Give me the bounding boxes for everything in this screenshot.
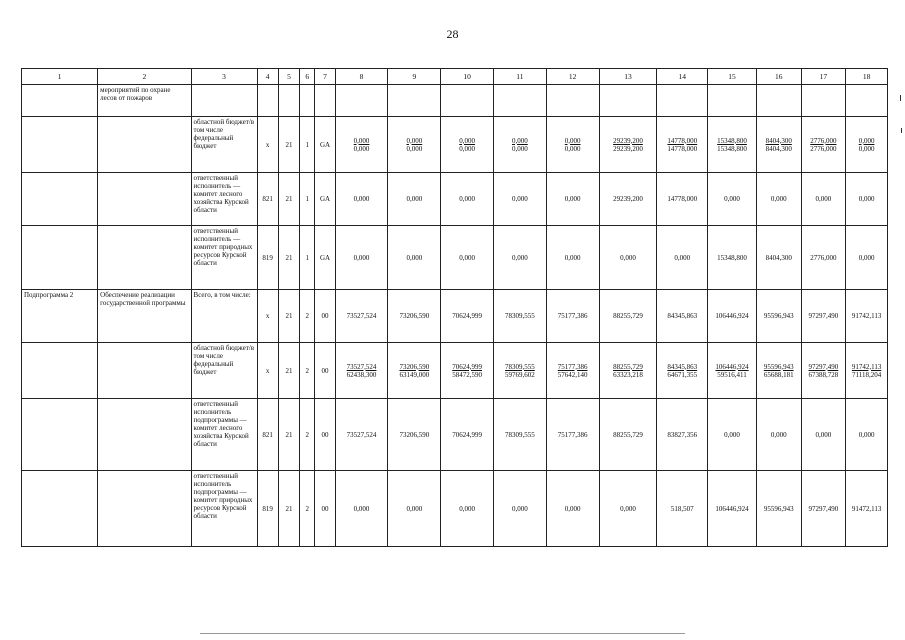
value-cell	[846, 290, 888, 343]
header-cell: 4	[257, 69, 278, 85]
value-main: 106446,924	[715, 362, 749, 371]
table-cell: 21	[278, 117, 299, 173]
value-cell	[801, 226, 846, 290]
value-cell	[801, 85, 846, 117]
value-main: 0,000	[353, 195, 370, 203]
value-main: 15348,800	[717, 136, 747, 145]
table-cell: GA	[315, 117, 335, 173]
value-main: 0,000	[815, 430, 832, 439]
value-main: 0,000	[815, 195, 832, 203]
header-row	[22, 69, 888, 85]
value-cell	[846, 399, 888, 471]
value-cell	[335, 343, 388, 399]
value-cell	[388, 85, 441, 117]
value-main: 70624,999	[452, 362, 482, 371]
header-cell: 7	[315, 69, 335, 85]
value-cell	[388, 290, 441, 343]
table-cell	[22, 117, 98, 173]
table-cell: 1	[300, 226, 315, 290]
value-main: 0,000	[512, 253, 528, 262]
page-number: 28	[446, 27, 459, 41]
table-cell: 1	[300, 117, 315, 173]
value-cell	[756, 226, 801, 290]
table-cell: Всего, в том числе:	[191, 290, 257, 343]
header-cell: 11	[494, 69, 547, 85]
header-cell: 17	[801, 69, 846, 85]
value-cell	[388, 226, 441, 290]
table-cell	[98, 173, 191, 226]
value-main: 73527,524	[346, 312, 377, 320]
value-cell	[441, 85, 494, 117]
table-row	[22, 173, 888, 226]
value-main: 0,000	[406, 504, 423, 513]
table-cell: 00	[315, 290, 335, 343]
value-main: 0,000	[353, 504, 370, 513]
table-cell: 21	[278, 226, 299, 290]
value-cell	[756, 343, 801, 399]
value-cell	[657, 399, 708, 471]
value-federal: 59769,602	[505, 370, 535, 379]
value-cell	[657, 290, 708, 343]
table-cell: 21	[278, 173, 299, 226]
value-cell	[546, 343, 599, 399]
header-cell: 1	[22, 69, 98, 85]
table-cell: 21	[278, 343, 299, 399]
table-cell: х	[257, 117, 278, 173]
value-main: 73206,590	[399, 430, 430, 439]
value-cell	[846, 85, 888, 117]
value-cell	[657, 343, 708, 399]
value-cell	[388, 471, 441, 547]
value-cell	[441, 343, 494, 399]
value-cell	[801, 290, 846, 343]
header-cell: 14	[657, 69, 708, 85]
value-cell	[599, 399, 657, 471]
value-cell	[801, 117, 846, 173]
value-main: 78309,555	[505, 312, 535, 320]
value-main: 106446,924	[715, 504, 749, 513]
value-cell	[335, 399, 388, 471]
table-cell: 21	[278, 399, 299, 471]
value-cell	[546, 85, 599, 117]
table-cell: 2	[300, 471, 315, 547]
value-main: 0,000	[353, 136, 370, 145]
value-cell	[756, 290, 801, 343]
value-main: 0,000	[858, 195, 875, 203]
value-cell	[546, 173, 599, 226]
value-cell	[441, 399, 494, 471]
value-main: 0,000	[353, 253, 370, 262]
value-cell	[846, 471, 888, 547]
value-main: 95596,943	[763, 362, 794, 371]
table-cell	[98, 343, 191, 399]
value-main: 75177,386	[557, 430, 588, 439]
value-main: 97297,490	[808, 312, 839, 320]
value-federal: 8404,300	[765, 144, 792, 153]
table-cell: х	[257, 290, 278, 343]
value-main: 0,000	[858, 253, 875, 262]
table-cell: 821	[257, 399, 278, 471]
table-cell: мероприятий по охране лесов от пожаров	[98, 85, 191, 117]
value-main: 8404,300	[765, 253, 792, 262]
value-federal: 0,000	[564, 144, 581, 153]
table-cell	[278, 85, 299, 117]
value-cell	[708, 117, 757, 173]
table-cell	[22, 399, 98, 471]
value-federal: 15348,800	[717, 144, 747, 153]
value-cell	[441, 290, 494, 343]
value-cell	[657, 173, 708, 226]
value-federal: 0,000	[459, 144, 475, 153]
header-cell: 12	[546, 69, 599, 85]
value-cell	[756, 399, 801, 471]
value-cell	[494, 471, 547, 547]
value-cell	[756, 117, 801, 173]
value-cell	[846, 117, 888, 173]
value-federal: 58472,590	[452, 370, 482, 379]
value-federal: 29239,200	[613, 144, 643, 153]
value-federal: 0,000	[406, 144, 423, 153]
value-cell	[388, 399, 441, 471]
value-cell	[599, 343, 657, 399]
table-cell: 819	[257, 471, 278, 547]
value-main: 95596,943	[763, 312, 794, 320]
value-cell	[599, 117, 657, 173]
table-cell	[98, 226, 191, 290]
value-main: 29239,200	[613, 136, 643, 145]
value-cell	[546, 399, 599, 471]
value-main: 14778,000	[667, 195, 698, 203]
value-main: 518,507	[670, 504, 694, 513]
header-cell: 3	[191, 69, 257, 85]
table-cell	[257, 85, 278, 117]
value-main: 78309,555	[505, 362, 535, 371]
value-cell	[846, 226, 888, 290]
value-cell	[657, 471, 708, 547]
value-main: 0,000	[459, 253, 475, 262]
value-cell	[546, 471, 599, 547]
value-cell	[335, 117, 388, 173]
value-federal: 64671,355	[667, 370, 698, 379]
value-cell	[708, 290, 757, 343]
header-cell: 18	[846, 69, 888, 85]
value-main: 0,000	[620, 504, 636, 513]
value-cell	[441, 173, 494, 226]
value-cell	[599, 226, 657, 290]
table-cell	[98, 117, 191, 173]
table-row	[22, 290, 888, 343]
value-main: 0,000	[674, 253, 691, 262]
value-cell	[708, 173, 757, 226]
table-cell: ответственный исполнитель — комитет природных ресурсов Курской области	[191, 226, 257, 290]
header-cell: 5	[278, 69, 299, 85]
value-main: 95596,943	[763, 504, 794, 513]
value-main: 0,000	[564, 504, 581, 513]
table-cell	[22, 173, 98, 226]
table-cell	[315, 85, 335, 117]
value-cell	[846, 343, 888, 399]
value-federal: 62438,300	[346, 370, 377, 379]
table-row	[22, 226, 888, 290]
value-federal: 0,000	[858, 144, 875, 153]
table-cell	[22, 471, 98, 547]
table-cell: 821	[257, 173, 278, 226]
value-main: 97297,490	[808, 362, 839, 371]
value-cell	[657, 226, 708, 290]
value-cell	[756, 471, 801, 547]
table-row	[22, 399, 888, 471]
value-main: 8404,300	[765, 136, 792, 145]
value-main: 0,000	[770, 430, 787, 439]
value-cell	[335, 85, 388, 117]
value-main: 78309,555	[505, 430, 535, 439]
table-cell: 00	[315, 471, 335, 547]
value-main: 0,000	[564, 136, 581, 145]
value-federal: 0,000	[512, 144, 528, 153]
table-cell: областной бюджет/в том числе федеральный бюджет	[191, 343, 257, 399]
value-federal: 67388,728	[808, 370, 839, 379]
value-cell	[846, 173, 888, 226]
scan-edge-mark	[900, 95, 901, 101]
value-cell	[599, 471, 657, 547]
table-cell: 2	[300, 399, 315, 471]
table-cell	[22, 85, 98, 117]
value-cell	[388, 117, 441, 173]
value-main: 0,000	[512, 136, 528, 145]
value-cell	[708, 226, 757, 290]
value-main: 0,000	[858, 430, 875, 439]
value-federal: 63149,000	[399, 370, 430, 379]
header-cell: 13	[599, 69, 657, 85]
table-cell: 2	[300, 343, 315, 399]
value-cell	[801, 471, 846, 547]
table-cell: 1	[300, 173, 315, 226]
value-main: 75177,386	[557, 362, 588, 371]
table-cell	[22, 226, 98, 290]
value-main: 0,000	[564, 195, 581, 203]
value-main: 84345,863	[667, 362, 698, 371]
value-main: 0,000	[564, 253, 581, 262]
value-cell	[441, 117, 494, 173]
header-cell: 6	[300, 69, 315, 85]
value-main: 14778,000	[667, 136, 698, 145]
value-main: 73527,524	[346, 362, 377, 371]
table-cell: ответственный исполнитель — комитет лесного хозяйства Курской области	[191, 173, 257, 226]
value-cell	[335, 173, 388, 226]
value-main: 88255,729	[613, 312, 643, 320]
table-cell: ответственный исполнитель подпрограммы — комитет лесного хозяйства Курской области	[191, 399, 257, 471]
value-main: 0,000	[512, 504, 528, 513]
value-cell	[708, 343, 757, 399]
value-cell	[546, 290, 599, 343]
table-cell: GA	[315, 173, 335, 226]
table-cell	[191, 85, 257, 117]
header-cell: 15	[708, 69, 757, 85]
value-cell	[388, 343, 441, 399]
table-cell: 2	[300, 290, 315, 343]
header-cell: 10	[441, 69, 494, 85]
table-cell: 00	[315, 399, 335, 471]
value-cell	[335, 226, 388, 290]
value-cell	[657, 117, 708, 173]
value-main: 91742,113	[851, 312, 882, 320]
value-federal: 63323,218	[613, 370, 643, 379]
table-row	[22, 343, 888, 399]
value-cell	[494, 117, 547, 173]
table-cell: 21	[278, 471, 299, 547]
header-cell: 2	[98, 69, 191, 85]
table-cell: х	[257, 343, 278, 399]
table-cell: 00	[315, 343, 335, 399]
table-cell	[98, 471, 191, 547]
table-row	[22, 117, 888, 173]
value-main: 0,000	[512, 195, 528, 203]
value-main: 0,000	[620, 253, 636, 262]
value-cell	[599, 290, 657, 343]
value-main: 0,000	[459, 195, 475, 203]
table-cell: Подпрограмма 2	[22, 290, 98, 343]
value-cell	[708, 471, 757, 547]
value-main: 83827,356	[667, 430, 698, 439]
value-main: 0,000	[724, 195, 740, 203]
value-cell	[441, 226, 494, 290]
value-federal: 2776,000	[810, 144, 837, 153]
value-cell	[441, 471, 494, 547]
scan-edge-mark	[901, 128, 902, 133]
value-main: 91742,113	[851, 362, 882, 371]
value-main: 91472,113	[851, 504, 882, 513]
value-main: 29239,200	[613, 195, 643, 203]
value-cell	[801, 343, 846, 399]
value-main: 97297,490	[808, 504, 839, 513]
value-main: 73206,590	[399, 362, 430, 371]
value-main: 88255,729	[613, 362, 643, 371]
value-cell	[494, 85, 547, 117]
value-main: 2776,000	[810, 253, 837, 262]
value-main: 106446,924	[715, 312, 749, 320]
value-main: 84345,863	[667, 312, 698, 320]
value-cell	[801, 399, 846, 471]
value-main: 0,000	[406, 253, 423, 262]
value-cell	[494, 290, 547, 343]
header-cell: 8	[335, 69, 388, 85]
value-main: 73206,590	[399, 312, 430, 320]
value-cell	[546, 226, 599, 290]
value-main: 88255,729	[613, 430, 643, 439]
value-main: 2776,000	[810, 136, 837, 145]
value-cell	[388, 173, 441, 226]
value-main: 0,000	[459, 504, 475, 513]
value-cell	[494, 173, 547, 226]
value-federal: 71118,204	[851, 370, 882, 379]
table-row	[22, 85, 888, 117]
value-main: 73527,524	[346, 430, 377, 439]
table-cell	[22, 343, 98, 399]
value-cell	[801, 173, 846, 226]
value-main: 0,000	[459, 136, 475, 145]
header-cell: 16	[756, 69, 801, 85]
value-cell	[494, 226, 547, 290]
value-cell	[599, 85, 657, 117]
table-cell: 819	[257, 226, 278, 290]
scan-edge-line	[200, 633, 685, 634]
value-main: 0,000	[858, 136, 875, 145]
value-federal: 57642,140	[557, 370, 588, 379]
table-cell	[300, 85, 315, 117]
table-cell: Обеспечение реализации государственной программы	[98, 290, 191, 343]
header-cell: 9	[388, 69, 441, 85]
budget-table	[21, 68, 888, 547]
value-cell	[708, 85, 757, 117]
value-federal: 0,000	[353, 144, 370, 153]
value-cell	[494, 399, 547, 471]
value-cell	[756, 85, 801, 117]
table-cell: 21	[278, 290, 299, 343]
value-cell	[708, 399, 757, 471]
value-federal: 14778,000	[667, 144, 698, 153]
value-cell	[494, 343, 547, 399]
table-cell	[98, 399, 191, 471]
value-cell	[546, 117, 599, 173]
value-cell	[599, 173, 657, 226]
value-main: 70624,999	[452, 312, 482, 320]
value-main: 0,000	[406, 136, 423, 145]
value-federal: 59516,411	[717, 370, 747, 379]
value-main: 75177,386	[557, 312, 588, 320]
value-main: 0,000	[406, 195, 423, 203]
table-row	[22, 471, 888, 547]
table-cell: областной бюджет/в том числе федеральный бюджет	[191, 117, 257, 173]
value-main: 0,000	[770, 195, 787, 203]
value-cell	[657, 85, 708, 117]
value-main: 0,000	[724, 430, 740, 439]
value-cell	[756, 173, 801, 226]
value-cell	[335, 471, 388, 547]
table-cell: ответственный исполнитель подпрограммы — комитет природных ресурсов Курской области	[191, 471, 257, 547]
value-federal: 65688,181	[763, 370, 794, 379]
value-main: 70624,999	[452, 430, 482, 439]
value-cell	[335, 290, 388, 343]
value-main: 15348,800	[717, 253, 747, 262]
table-cell: GA	[315, 226, 335, 290]
